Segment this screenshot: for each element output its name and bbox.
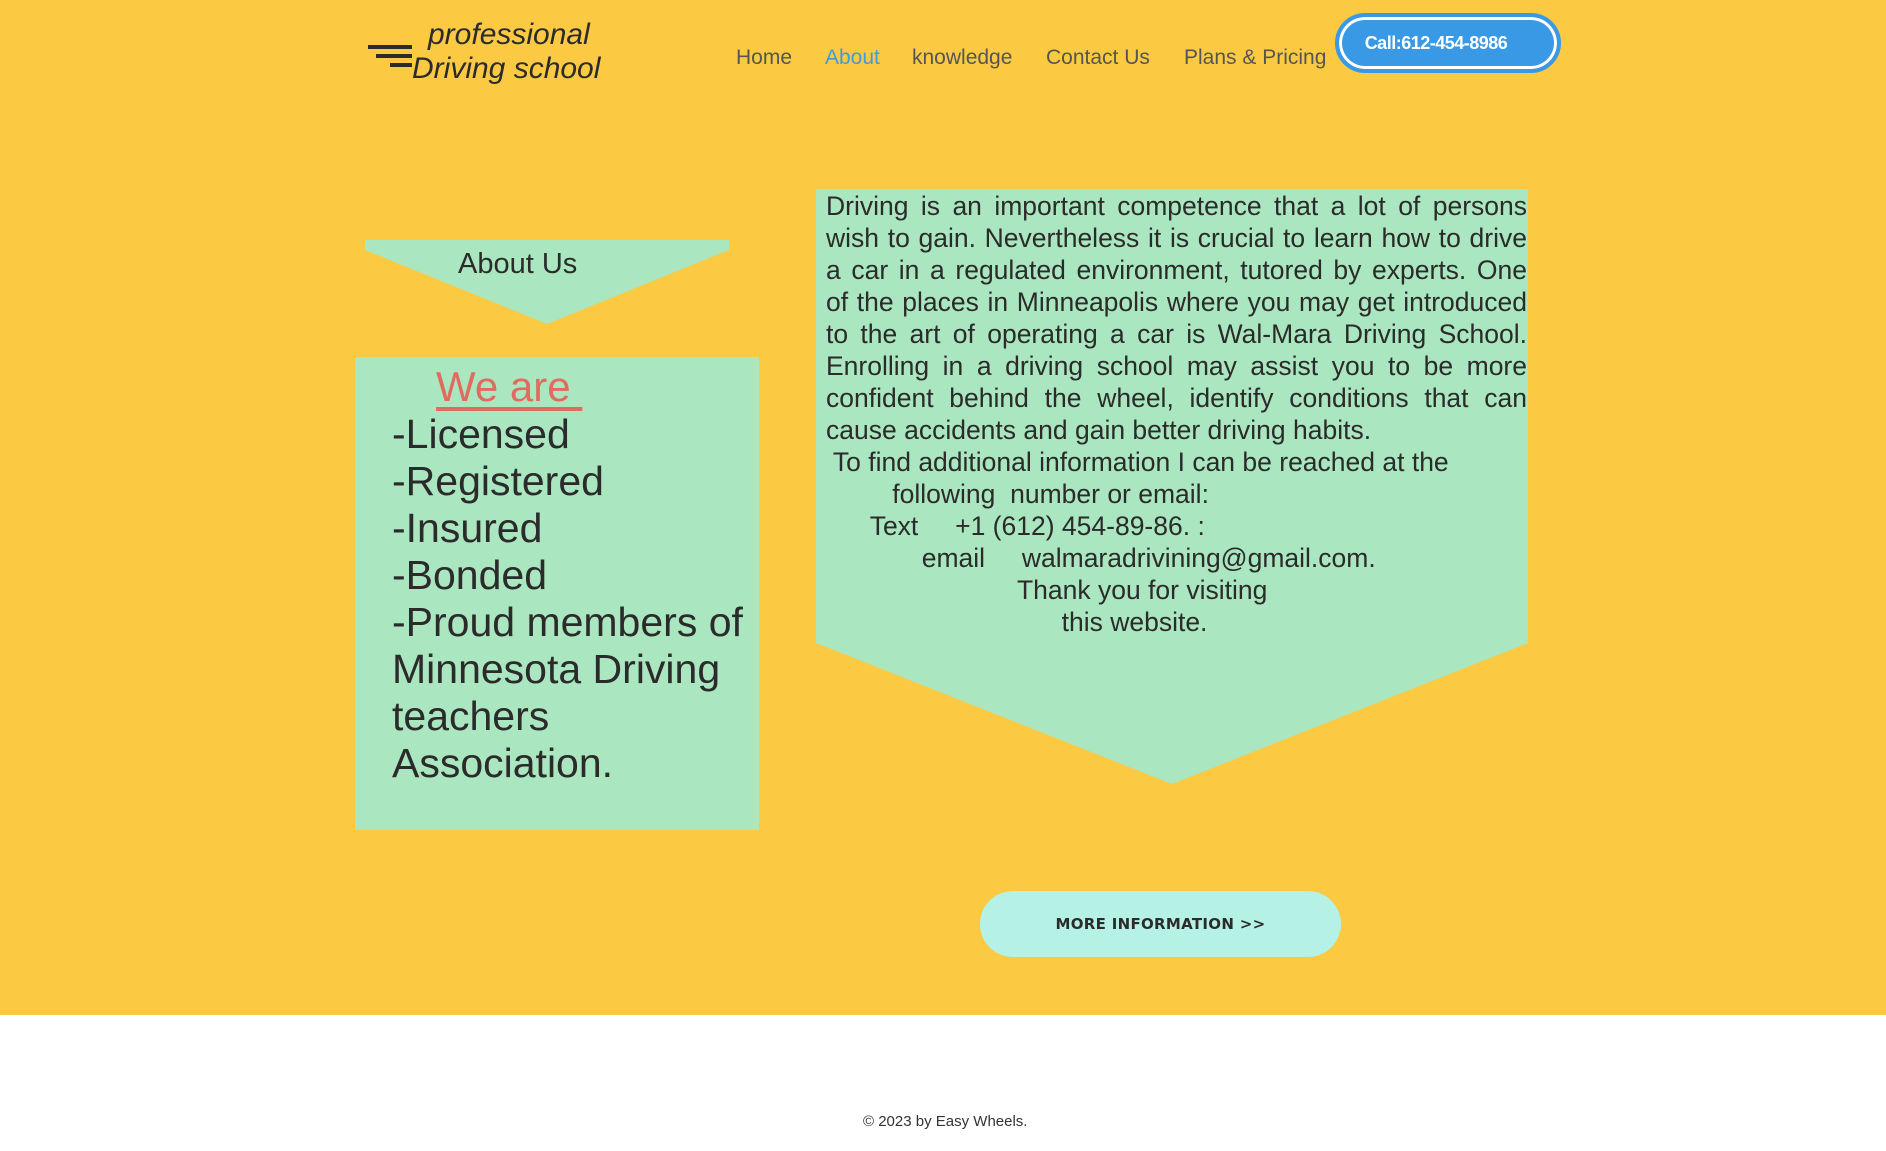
footer-copyright: © 2023 by Easy Wheels. — [863, 1113, 1028, 1130]
nav-about[interactable]: About — [825, 46, 880, 69]
we-are-panel — [355, 357, 759, 830]
nav-home[interactable]: Home — [736, 46, 793, 69]
thanks-line1: Thank you for visiting — [826, 575, 1268, 605]
logo-text-line2: Driving school — [412, 52, 601, 85]
info-paragraph: Driving is an important competence that a lot of persons wish to gain. Nevertheless it is crucial to learn how to drive a car in a regulated environment, tutored by experts. One of the places in Minneapolis where you may get introduced to the art of operating a car is Wal-Mara Driving School. Enrolling in a driving school may assist you to be more confident behind the wheel, identify conditions that can cause accidents and gain better driving habits. — [826, 191, 1527, 445]
logo-text-line1: professional — [428, 18, 590, 51]
call-button[interactable]: Call:612-454-8986 — [1335, 13, 1561, 73]
more-information-button[interactable]: MORE INFORMATION >> — [980, 891, 1341, 957]
phone-text-line: Text +1 (612) 454-89-86. : — [826, 511, 1205, 541]
site-logo[interactable] — [366, 18, 626, 92]
credential-item: -Bonded — [392, 552, 548, 598]
about-us-heading: About Us — [458, 248, 578, 280]
nav-plans-pricing[interactable]: Plans & Pricing — [1184, 46, 1327, 69]
contact-intro-line2: following number or email: — [826, 479, 1209, 509]
nav-knowledge[interactable]: knowledge — [912, 46, 1013, 69]
menu-lines-icon — [368, 42, 414, 72]
email-line: email walmaradrivining@gmail.com. — [826, 543, 1376, 573]
thanks-line2: this website. — [826, 607, 1208, 637]
nav-contact-us[interactable]: Contact Us — [1046, 46, 1150, 69]
credential-item: -Insured — [392, 505, 543, 551]
credential-item: -Licensed — [392, 411, 570, 457]
credential-item: -Proud members of Minnesota Driving teachers Association. — [392, 599, 743, 786]
we-are-title: We are — [436, 363, 583, 410]
info-panel — [826, 190, 1527, 638]
credential-item: -Registered — [392, 458, 604, 504]
credentials-list — [392, 411, 757, 787]
contact-intro-line1: To find additional information I can be reached at the — [826, 447, 1449, 477]
